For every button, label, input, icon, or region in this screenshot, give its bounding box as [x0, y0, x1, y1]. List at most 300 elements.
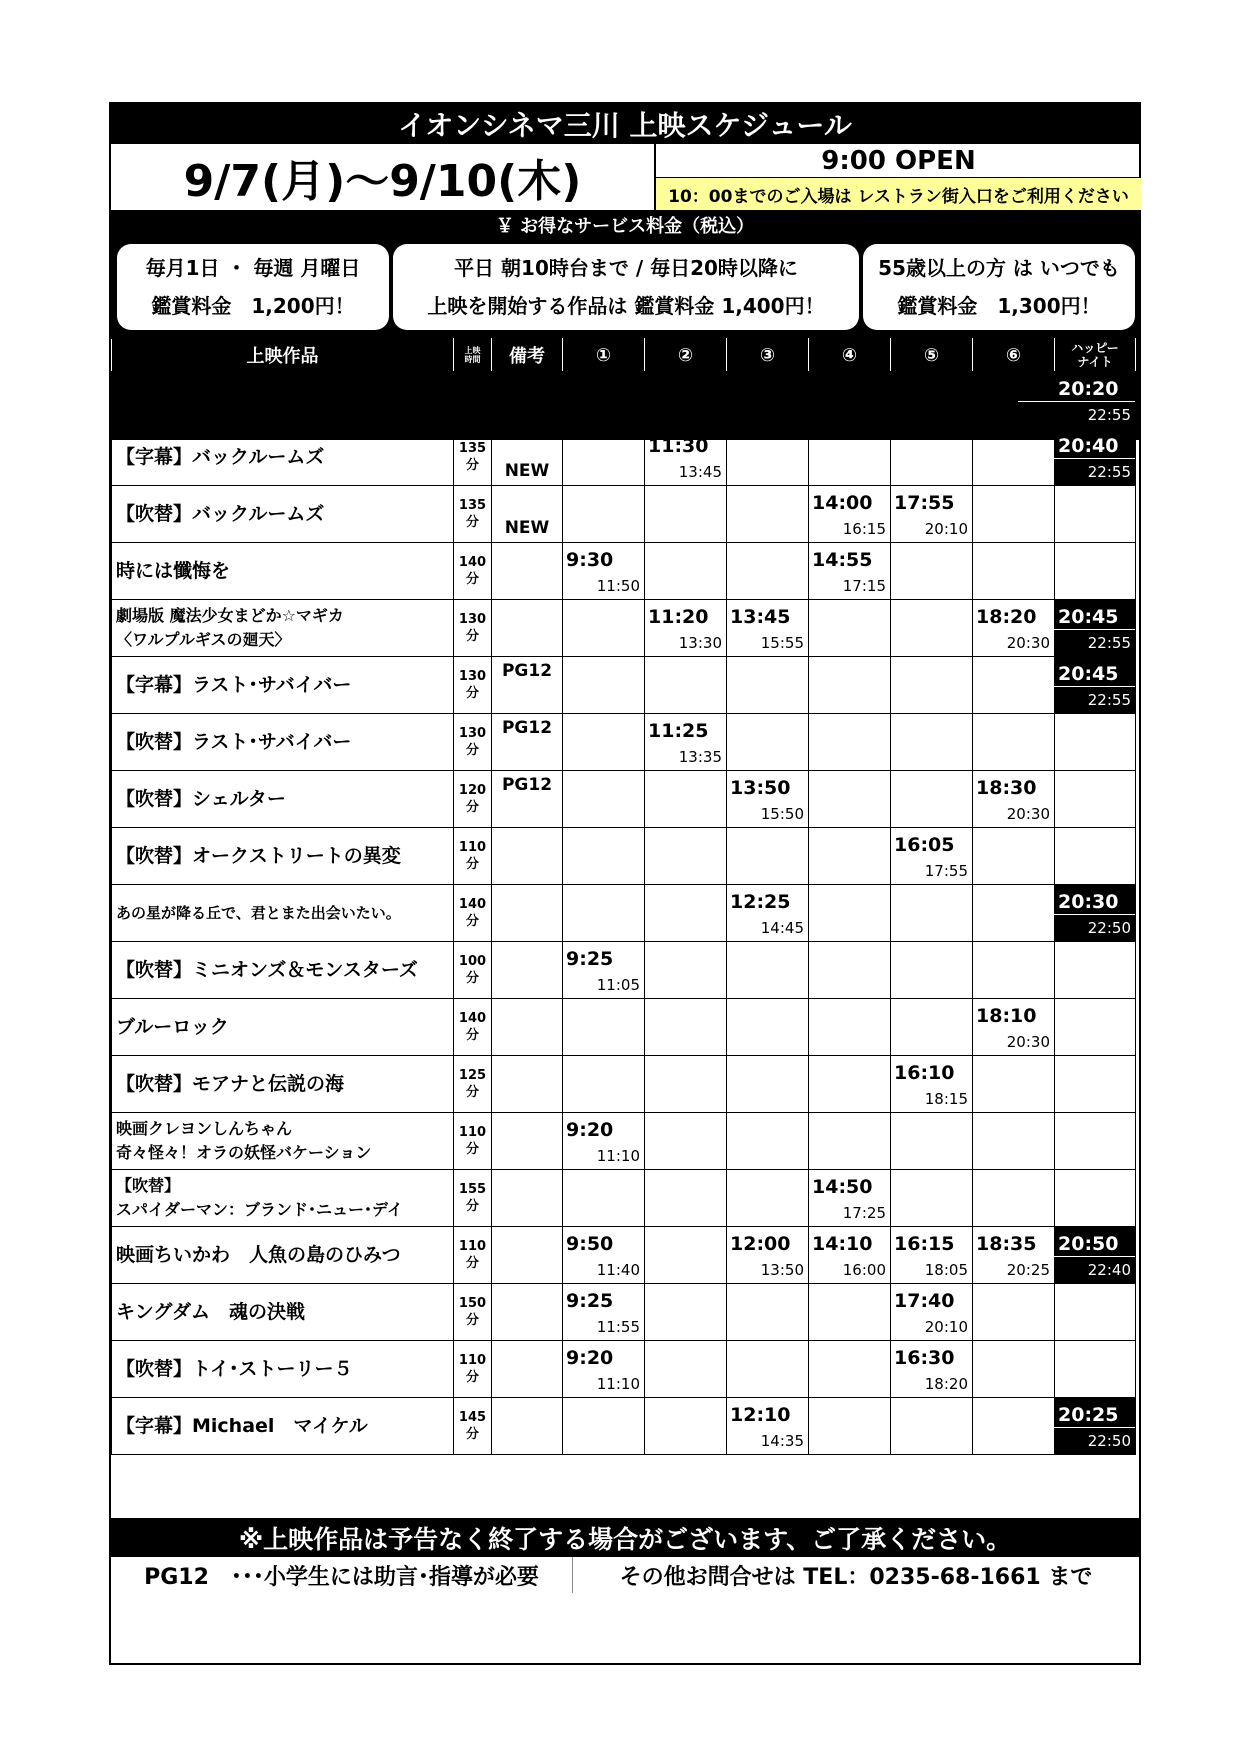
movie-title-line: 〈ワルプルギスの廻天〉	[116, 630, 291, 649]
showtime-slot	[891, 657, 973, 714]
movie-title-line: 【吹替】ラスト･サバイバー	[116, 731, 352, 753]
start-time: 20:45	[1058, 606, 1119, 628]
showtime-slot	[891, 999, 973, 1056]
movie-title	[112, 999, 454, 1056]
runtime-unit: 分	[465, 914, 479, 929]
end-time: 20:25	[1006, 1261, 1050, 1279]
showtime-slot	[973, 1170, 1055, 1227]
showtime-slot	[727, 885, 809, 942]
header-slot-1: ①	[563, 339, 645, 372]
happy-night-slot	[1055, 1284, 1136, 1341]
showtime-slot	[973, 1341, 1055, 1398]
start-time: 16:05	[894, 834, 955, 856]
runtime	[454, 1227, 492, 1284]
happy-night-slot	[1055, 1398, 1136, 1455]
showtime-slot	[563, 942, 645, 999]
showtime-slot	[563, 543, 645, 600]
showtime-slot	[973, 1056, 1055, 1113]
header-length: 上映 時間	[454, 339, 492, 372]
start-time: 12:05	[730, 378, 791, 400]
runtime-minutes: 145	[458, 1410, 487, 1425]
movie-title-line: 【字幕】バックルームズ	[116, 446, 325, 468]
showtime-slot	[727, 600, 809, 657]
start-time: 17:40	[894, 1290, 955, 1312]
showtime-slot	[891, 1227, 973, 1284]
showtime-slot	[809, 486, 891, 543]
runtime-minutes: 125	[458, 1068, 487, 1083]
table-row	[112, 885, 1136, 942]
movie-title	[112, 942, 454, 999]
note	[492, 657, 563, 714]
movie-title	[112, 885, 454, 942]
open-time: 9:00 OPEN	[656, 144, 1141, 178]
start-time: 11:30	[648, 435, 709, 457]
showtime-slot	[563, 486, 645, 543]
end-time: 20:30	[1006, 1033, 1050, 1051]
runtime-minutes: 140	[458, 555, 487, 570]
showtime-slot	[563, 1113, 645, 1170]
movie-title	[112, 714, 454, 771]
showtime-slot	[645, 429, 727, 486]
showtime-slot	[563, 714, 645, 771]
showtime-slot	[727, 1113, 809, 1170]
happy-night-slot	[1055, 486, 1136, 543]
showtime-slot	[563, 429, 645, 486]
note	[492, 999, 563, 1056]
movie-title-line: 時には懺悔を	[116, 560, 231, 582]
start-time: 18:30	[976, 777, 1037, 799]
showtime-slot	[809, 372, 891, 429]
movie-title	[112, 543, 454, 600]
showtime-slot	[645, 885, 727, 942]
runtime-unit: 分	[465, 515, 479, 530]
showtime-slot	[891, 714, 973, 771]
showtime-slot	[727, 714, 809, 771]
runtime-unit: 分	[465, 458, 479, 473]
end-time: 20:10	[924, 1318, 968, 1336]
table-row	[112, 1227, 1136, 1284]
showtime-slot	[727, 1170, 809, 1227]
start-time: 9:20	[566, 1119, 614, 1141]
start-time: 14:10	[812, 1233, 873, 1255]
table-row	[112, 543, 1136, 600]
note	[492, 1398, 563, 1455]
start-time: 9:25	[566, 1290, 614, 1312]
showtime-slot	[645, 657, 727, 714]
showtime-slot	[973, 942, 1055, 999]
date-range: 9/7(月)～9/10(木)	[111, 144, 656, 210]
runtime-unit: 分	[465, 857, 479, 872]
start-time: 12:00	[730, 1233, 791, 1255]
movie-title-line: 白鳥とコウモリ	[116, 389, 250, 411]
end-time: 22:55	[1087, 691, 1131, 709]
end-time: 13:35	[678, 748, 722, 766]
showtime-slot	[563, 1398, 645, 1455]
showtime-slot	[645, 999, 727, 1056]
showtime-slot	[809, 657, 891, 714]
showtime-slot	[645, 942, 727, 999]
showtime-slot	[891, 1284, 973, 1341]
end-time: 20:10	[924, 520, 968, 538]
runtime-minutes: 155	[458, 1182, 487, 1197]
runtime	[454, 714, 492, 771]
new-badge: NEW	[504, 461, 550, 481]
table-row	[112, 372, 1136, 429]
showtime-slot	[727, 657, 809, 714]
showtime-slot	[727, 429, 809, 486]
showtime-slot	[727, 543, 809, 600]
end-time: 20:05	[924, 406, 968, 424]
movie-title-line: 【吹替】	[116, 1176, 181, 1195]
contact-info: その他お問合せは TEL：0235-68-1661 まで	[619, 1564, 1093, 1590]
movie-title-line: あの星が降る丘で、君とまた出会いたい。	[116, 904, 401, 922]
schedule-sheet	[109, 102, 1141, 1665]
runtime	[454, 1056, 492, 1113]
note	[492, 372, 563, 429]
showtime-slot	[645, 1056, 727, 1113]
movie-title	[112, 1056, 454, 1113]
header-slot-5: ⑤	[891, 339, 973, 372]
entry-note: 10：00までのご入場は レストラン街入口をご利用ください	[656, 178, 1141, 210]
showtime-slot	[809, 600, 891, 657]
runtime-unit: 分	[465, 1427, 479, 1442]
runtime-minutes: 100	[458, 954, 487, 969]
runtime-unit: 分	[465, 1313, 479, 1328]
table-row	[112, 942, 1136, 999]
showtime-slot	[727, 771, 809, 828]
end-time: 11:10	[596, 1375, 640, 1393]
start-time: 20:50	[1058, 1233, 1119, 1255]
table-row	[112, 1170, 1136, 1227]
end-time: 17:40	[842, 406, 886, 424]
runtime	[454, 429, 492, 486]
service-box-timed	[393, 244, 859, 330]
happy-night-slot	[1055, 1170, 1136, 1227]
runtime	[454, 1341, 492, 1398]
showtime-slot	[973, 828, 1055, 885]
showtime-slot	[809, 1284, 891, 1341]
end-time: 13:50	[760, 1261, 804, 1279]
movie-title	[112, 1284, 454, 1341]
showtime-slot	[809, 1113, 891, 1170]
showtime-slot	[973, 1113, 1055, 1170]
showtime-slot	[645, 1398, 727, 1455]
happy-night-slot	[1055, 657, 1136, 714]
runtime	[454, 999, 492, 1056]
movie-title-line: 【吹替】トイ･ストーリー５	[116, 1358, 353, 1380]
end-time: 12:10	[596, 406, 640, 424]
showtime-slot	[973, 600, 1055, 657]
runtime	[454, 885, 492, 942]
showtime-slot	[809, 714, 891, 771]
happy-night-slot	[1055, 1113, 1136, 1170]
end-time: 15:55	[760, 634, 804, 652]
showtime-slot	[645, 1170, 727, 1227]
header-slot-2: ②	[645, 339, 727, 372]
movie-title	[112, 1227, 454, 1284]
showtime-slot	[809, 771, 891, 828]
showtime-slot	[563, 1341, 645, 1398]
showtime-slot	[891, 828, 973, 885]
runtime-unit: 分	[465, 743, 479, 758]
runtime-unit: 分	[465, 401, 479, 416]
runtime	[454, 1398, 492, 1455]
showtime-slot	[645, 828, 727, 885]
movie-title	[112, 372, 454, 429]
runtime-minutes: 140	[458, 897, 487, 912]
start-time: 9:20	[566, 1347, 614, 1369]
movie-title-line: 【吹替】モアナと伝説の海	[116, 1073, 345, 1095]
start-time: 15:05	[812, 378, 873, 400]
happy-night-slot	[1055, 1056, 1136, 1113]
movie-title-line: 映画ちいかわ 人魚の島のひみつ	[116, 1244, 401, 1266]
showtime-slot	[645, 771, 727, 828]
runtime-minutes: 130	[458, 669, 487, 684]
showtime-slot	[563, 828, 645, 885]
happy-night-slot	[1055, 885, 1136, 942]
runtime-unit: 分	[465, 800, 479, 815]
movie-title	[112, 657, 454, 714]
footer-notice: ※上映作品は予告なく終了する場合がございます、ご了承ください。	[111, 1518, 1139, 1557]
showtime-slot	[727, 486, 809, 543]
start-time: 14:00	[812, 492, 873, 514]
showtime-slot	[563, 600, 645, 657]
showtime-slot	[891, 771, 973, 828]
movie-title	[112, 600, 454, 657]
start-time: 17:30	[894, 378, 955, 400]
schedule-body	[112, 372, 1136, 1455]
happy-night-slot	[1055, 372, 1136, 429]
showtime-slot	[645, 372, 727, 429]
start-time: 18:10	[976, 1005, 1037, 1027]
end-time: 18:20	[924, 1375, 968, 1393]
showtime-slot	[727, 1398, 809, 1455]
start-time: 9:30	[566, 549, 614, 571]
showtime-slot	[645, 600, 727, 657]
table-header-row	[112, 339, 1136, 372]
end-time: 22:50	[1087, 919, 1131, 937]
runtime	[454, 828, 492, 885]
movie-title-line: ブルーロック	[116, 1016, 229, 1038]
service-line: 毎月1日 ・ 毎週 月曜日	[145, 256, 361, 280]
runtime-minutes: 110	[458, 840, 487, 855]
note	[492, 429, 563, 486]
header-title: 上映作品	[112, 339, 454, 372]
movie-title	[112, 771, 454, 828]
movie-title	[112, 1398, 454, 1455]
showtime-slot	[973, 657, 1055, 714]
runtime-minutes: 130	[458, 612, 487, 627]
showtime-slot	[727, 1341, 809, 1398]
table-row	[112, 999, 1136, 1056]
rating-badge: PG12	[501, 775, 553, 795]
end-time: 17:55	[924, 862, 968, 880]
start-time: 12:10	[730, 1404, 791, 1426]
table-row	[112, 714, 1136, 771]
movie-title-line: 劇場版 魔法少女まどか☆マギカ	[116, 606, 344, 625]
showtime-slot	[973, 486, 1055, 543]
runtime	[454, 771, 492, 828]
start-time: 20:20	[1058, 378, 1119, 400]
header-slot-3: ③	[727, 339, 809, 372]
runtime	[454, 1284, 492, 1341]
movie-title	[112, 1113, 454, 1170]
end-time: 22:40	[1087, 1261, 1131, 1279]
showtime-slot	[973, 714, 1055, 771]
start-time: 9:25	[566, 948, 614, 970]
end-time: 20:30	[1006, 634, 1050, 652]
start-time: 20:40	[1058, 435, 1119, 457]
end-time: 17:25	[842, 1204, 886, 1222]
end-time: 20:30	[1006, 805, 1050, 823]
showtime-slot	[891, 885, 973, 942]
service-line: 上映を開始する作品は 鑑賞料金 1,400円！	[427, 294, 825, 318]
showtime-slot	[563, 657, 645, 714]
happy-night-slot	[1055, 771, 1136, 828]
start-time: 17:55	[894, 492, 955, 514]
start-time: 9:35	[566, 378, 614, 400]
end-time: 11:05	[596, 976, 640, 994]
note	[492, 1113, 563, 1170]
header-note: 備考	[492, 339, 563, 372]
end-time: 14:35	[760, 1432, 804, 1450]
runtime-unit: 分	[465, 1085, 479, 1100]
runtime	[454, 1170, 492, 1227]
showtime-slot	[809, 1227, 891, 1284]
showtime-slot	[727, 828, 809, 885]
happy-night-slot	[1055, 999, 1136, 1056]
note	[492, 1170, 563, 1227]
movie-title-line: 【吹替】オークストリートの異変	[116, 845, 401, 867]
service-title: ￥ お得なサービス料金（税込）	[495, 216, 755, 237]
start-time: 13:50	[730, 777, 791, 799]
movie-title-line: 奇々怪々！オラの妖怪バケーション	[116, 1143, 372, 1162]
runtime-unit: 分	[465, 1256, 479, 1271]
movie-title	[112, 828, 454, 885]
showtime-slot	[973, 885, 1055, 942]
happy-night-slot	[1055, 543, 1136, 600]
note	[492, 1056, 563, 1113]
showtime-slot	[809, 828, 891, 885]
date-area	[111, 144, 1139, 210]
runtime-minutes: 110	[458, 1239, 487, 1254]
runtime-minutes: 110	[458, 1125, 487, 1140]
movie-title	[112, 1341, 454, 1398]
showtime-slot	[809, 885, 891, 942]
service-line: 鑑賞料金 1,200円！	[151, 294, 355, 318]
showtime-slot	[563, 771, 645, 828]
note	[492, 1227, 563, 1284]
start-time: 11:25	[648, 720, 709, 742]
service-line: 平日 朝10時台まで / 毎日20時以降に	[454, 256, 798, 280]
runtime-unit: 分	[465, 1142, 479, 1157]
rating-badge: PG12	[501, 661, 553, 681]
service-line: 鑑賞料金 1,300円！	[897, 294, 1101, 318]
movie-title	[112, 1170, 454, 1227]
end-time: 11:55	[596, 1318, 640, 1336]
end-time: 16:00	[842, 1261, 886, 1279]
showtime-slot	[973, 543, 1055, 600]
end-time: 14:45	[760, 919, 804, 937]
showtime-slot	[563, 1170, 645, 1227]
happy-night-slot	[1055, 828, 1136, 885]
showtime-slot	[563, 999, 645, 1056]
start-time: 11:20	[648, 606, 709, 628]
happy-night-slot	[1055, 942, 1136, 999]
end-time: 18:15	[924, 1090, 968, 1108]
showtime-slot	[891, 942, 973, 999]
movie-title-line: 【字幕】Michael マイケル	[116, 1415, 368, 1437]
showtime-slot	[645, 1227, 727, 1284]
table-row	[112, 1284, 1136, 1341]
bottom-info	[111, 1557, 1139, 1663]
start-time: 18:20	[976, 606, 1037, 628]
showtime-slot	[973, 1398, 1055, 1455]
runtime	[454, 942, 492, 999]
page-title: イオンシネマ三川 上映スケジュール	[111, 104, 1139, 144]
showtime-slot	[809, 1056, 891, 1113]
end-time: 22:55	[1087, 463, 1131, 481]
showtime-slot	[727, 372, 809, 429]
movie-title-line: 【吹替】バックルームズ	[116, 503, 325, 525]
rating-badge: PG12	[501, 718, 553, 738]
table-row	[112, 1113, 1136, 1170]
showtime-slot	[891, 1398, 973, 1455]
runtime-unit: 分	[465, 686, 479, 701]
showtime-slot	[891, 1170, 973, 1227]
showtime-slot	[563, 372, 645, 429]
runtime-minutes: 150	[458, 1296, 487, 1311]
service-box-senior	[863, 244, 1135, 330]
showtime-slot	[891, 372, 973, 429]
showtime-slot	[809, 999, 891, 1056]
showtime-slot	[891, 600, 973, 657]
showtime-slot	[891, 1341, 973, 1398]
runtime-unit: 分	[465, 1370, 479, 1385]
movie-title	[112, 486, 454, 543]
runtime-unit: 分	[465, 1199, 479, 1214]
end-time: 14:40	[760, 406, 804, 424]
end-time: 13:45	[678, 463, 722, 481]
start-time: 9:50	[566, 1233, 614, 1255]
note	[492, 486, 563, 543]
note	[492, 885, 563, 942]
happy-night-slot	[1055, 714, 1136, 771]
showtime-slot	[973, 1284, 1055, 1341]
showtime-slot	[727, 942, 809, 999]
runtime	[454, 1113, 492, 1170]
showtime-slot	[809, 942, 891, 999]
table-row	[112, 429, 1136, 486]
showtime-slot	[645, 1113, 727, 1170]
movie-title-line: 【字幕】ラスト･サバイバー	[116, 674, 352, 696]
start-time: 14:50	[812, 1176, 873, 1198]
showtime-slot	[973, 372, 1055, 429]
showtime-slot	[563, 1227, 645, 1284]
start-time: 18:35	[976, 1233, 1037, 1255]
note	[492, 714, 563, 771]
start-time: 20:30	[1058, 891, 1119, 913]
showtime-slot	[727, 999, 809, 1056]
happy-night-slot	[1055, 1341, 1136, 1398]
note	[492, 771, 563, 828]
runtime-unit: 分	[465, 1028, 479, 1043]
showtime-slot	[563, 885, 645, 942]
runtime-minutes: 130	[458, 726, 487, 741]
pg-note: PG12 ･･･小学生には助言･指導が必要	[111, 1557, 573, 1593]
showtime-slot	[727, 1284, 809, 1341]
showtime-slot	[809, 543, 891, 600]
